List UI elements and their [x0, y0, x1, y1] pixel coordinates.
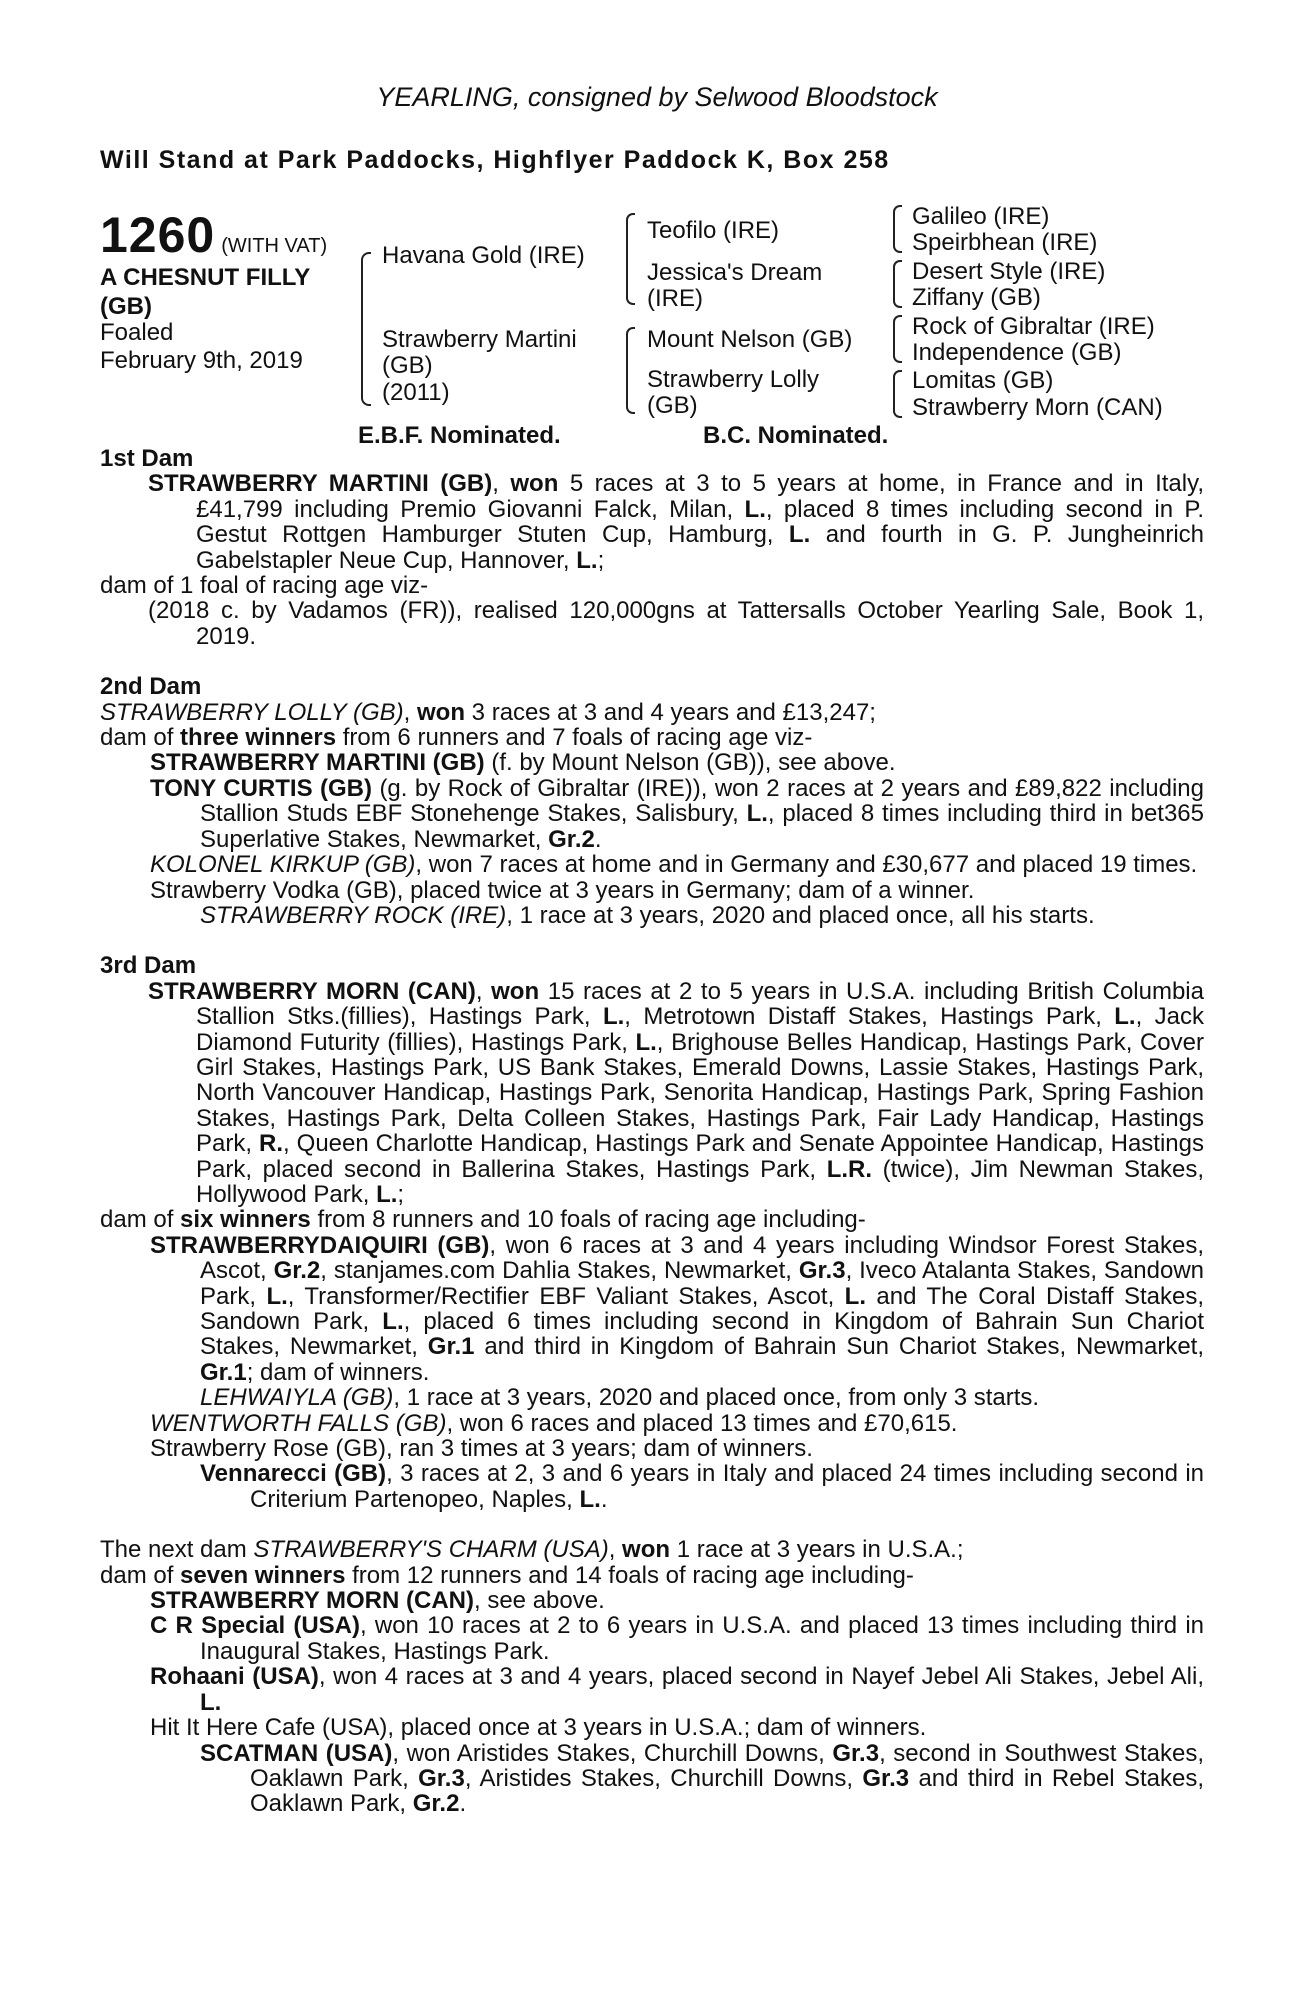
- listed-mark: L.: [576, 546, 598, 574]
- spacer: [100, 1512, 1204, 1537]
- group-mark: Gr.1: [427, 1333, 475, 1361]
- record-text: , won 7 races at home and in Germany and £30,677 and placed 19 times.: [415, 851, 1198, 879]
- progeny-name: Vennarecci (GB): [200, 1460, 387, 1488]
- won-label: won: [417, 698, 466, 726]
- sss: Galileo (IRE): [912, 203, 1050, 230]
- progeny-name: Rohaani (USA): [150, 1663, 319, 1691]
- winners-count: three winners: [180, 724, 337, 752]
- catalogue-body: [100, 446, 1204, 1817]
- listed-mark: L.: [579, 1485, 601, 1513]
- lot-number: 1260: [100, 207, 216, 263]
- listed-mark: L.: [744, 495, 766, 523]
- record-text: dam of: [100, 1561, 181, 1589]
- listed-mark: L.: [788, 521, 811, 549]
- record-text: (f. by Mount Nelson (GB)), see above.: [484, 749, 896, 777]
- progeny-name: STRAWBERRYDAIQUIRI (GB): [150, 1231, 490, 1259]
- record-text: , Iveco Atalanta Stakes, Sandown Park,: [200, 1257, 1205, 1310]
- horse-desc-line2: (GB): [100, 293, 152, 320]
- listed-mark: L.: [635, 1028, 657, 1056]
- bc-nominated: B.C. Nominated.: [703, 422, 889, 449]
- progeny-name: TONY CURTIS (GB): [150, 774, 372, 802]
- pedigree-brace-2b: [626, 327, 635, 414]
- group-mark: Gr.3: [832, 1739, 880, 1767]
- record-text: (twice), Jim Newman Stakes, Hollywood Park,: [196, 1155, 1204, 1208]
- consignment-line: YEARLING, consigned by Selwood Bloodstock: [376, 82, 938, 112]
- sire: Havana Gold (IRE): [382, 242, 585, 269]
- record-text: , placed 8 times including third in bet365 Superlative Stakes, Newmarket,: [200, 800, 1205, 853]
- progeny-entry: [100, 1233, 1204, 1385]
- lot-number-line: [100, 206, 327, 264]
- first-dam-heading: 1st Dam: [100, 445, 194, 472]
- group-mark: Gr.2: [412, 1790, 460, 1818]
- record-text: and The Coral Distaff Stakes, Sandown Park,: [200, 1282, 1204, 1335]
- record-text: .: [600, 1485, 608, 1513]
- group-mark: Gr.1: [200, 1358, 247, 1386]
- restricted-mark: R.: [259, 1130, 283, 1158]
- pedigree-brace-3c: [893, 315, 902, 363]
- listed-mark: L.: [266, 1282, 288, 1310]
- foaled-date: February 9th, 2019: [100, 347, 303, 374]
- ddd: Strawberry Morn (CAN): [912, 394, 1163, 421]
- record-text: , won 4 races at 3 and 4 years, placed second in Nayef Jebel Ali Stakes, Jebel Ali,: [318, 1663, 1205, 1691]
- won-label: won: [510, 470, 559, 498]
- record-text: , see above.: [474, 1587, 605, 1615]
- lot-vat: (WITH VAT): [221, 235, 328, 257]
- progeny-entry: Strawberry Vodka (GB), placed twice at 3 years in Germany; dam of a winner.: [150, 876, 975, 904]
- progeny-entry: [100, 1664, 1204, 1715]
- progeny-name: C R Special (USA): [150, 1612, 360, 1640]
- record-text: ;: [597, 546, 605, 574]
- record-text: .: [459, 1790, 467, 1818]
- sire-dam-line2: (IRE): [647, 285, 703, 312]
- progeny-entry: [100, 1411, 1204, 1436]
- group-mark: Gr.2: [273, 1257, 321, 1285]
- record-text: , 1 race at 3 years, 2020 and placed once, from only 3 starts.: [393, 1384, 1040, 1412]
- third-dam-record: STRAWBERRY MORN (CAN), won 15 races at 2 to 5 years in U.S.A. including British Columbia Stallion Stks.(fillies), Hastings Park, L., Metrotown Distaff Stakes, Hastings Park, L., Jack Diamond Futurity (fillies), Hastings Park, L., Brighouse Belles Handicap, Hastings Park, Cover Girl Stakes, Hastings Park, US Bank Stakes, Emerald Downs, Lassie Stakes, Hastings Park, North Vancouver Handicap, Hastings Park, Senorita Handicap, Hastings Park, Spring Fashion Stakes, Hastings Park, Delta Colleen Stakes, Hastings Park, Fair Lady Handicap, Hastings Park, R., Queen Charlotte Handicap, Hastings Park and Senate Appointee Handicap, Hastings Park, placed second in Ballerina Stakes, Hastings Park, L.R. (twice), Jim Newman Stakes, Hollywood Park, L.;: [148, 977, 1205, 1208]
- next-dam-dam-of: [100, 1563, 1204, 1588]
- record-text: , placed 8 times including second in P. Gestut Rottgen Hamburger Stuten Cup, Hamburg,: [196, 495, 1205, 549]
- group-mark: Gr.2: [548, 825, 595, 853]
- record-text: , won Aristides Stakes, Churchill Downs,: [392, 1739, 833, 1767]
- pedigree-brace-3d: [893, 370, 902, 418]
- next-dam-record: [100, 1537, 1204, 1562]
- progeny-entry: [100, 776, 1204, 852]
- dam-sire: Mount Nelson (GB): [647, 326, 853, 353]
- progeny-entry: [100, 750, 1204, 775]
- record-text: , stanjames.com Dahlia Stakes, Newmarket,: [320, 1257, 799, 1285]
- third-dam-heading: 3rd Dam: [100, 952, 197, 980]
- record-text: .: [594, 825, 602, 853]
- pedigree-brace-1: [361, 252, 371, 406]
- sds: Desert Style (IRE): [912, 258, 1106, 285]
- record-text: , Jack Diamond Futurity (fillies), Hastings Park,: [196, 1003, 1204, 1056]
- record-text: and third in Kingdom of Bahrain Sun Chariot Stakes, Newmarket,: [474, 1333, 1205, 1361]
- group-mark: Gr.3: [418, 1764, 465, 1792]
- pedigree-brace-2a: [626, 213, 635, 305]
- record-text: from 8 runners and 10 foals of racing age including-: [310, 1206, 866, 1234]
- record-text: , second in Southwest Stakes, Oaklawn Park,: [250, 1739, 1204, 1792]
- record-text: and fourth in G. P. Jungheinrich Gabelstapler Neue Cup, Hannover,: [196, 521, 1204, 574]
- spacer: [100, 928, 1204, 953]
- record-text: , 1 race at 3 years, 2020 and placed once, all his starts.: [506, 901, 1095, 929]
- record-text: ; dam of winners.: [246, 1358, 430, 1386]
- progeny-name: STRAWBERRY ROCK (IRE): [200, 901, 507, 929]
- dam-dam-line2: (GB): [647, 392, 698, 419]
- record-text: The next dam: [100, 1536, 254, 1564]
- third-dam-name: STRAWBERRY MORN (CAN): [148, 977, 476, 1005]
- dam-line3: (2011): [382, 379, 450, 406]
- record-text: , Brighouse Belles Handicap, Hastings Park, Cover Girl Stakes, Hastings Park, US Bank Stakes, Emerald Downs, Lassie Stakes, Hastings Park, North Vancouver Handicap, Hastings Park, Senorita Handicap, Hastings Park, Spring Fashion Stakes, Hastings Park, Delta Colleen Stakes, Hastings Park, Fair Lady Handicap, Hastings Park,: [196, 1028, 1204, 1158]
- pedigree-brace-3b: [893, 260, 902, 308]
- record-text: 15 races at 2 to 5 years in U.S.A. including British Columbia Stallion Stks.(fillies), Hastings Park,: [196, 977, 1204, 1031]
- listed-mark: L.: [844, 1282, 866, 1310]
- second-dam-heading: 2nd Dam: [100, 673, 202, 701]
- record-text: from 6 runners and 7 foals of racing age viz-: [336, 724, 813, 752]
- listed-mark: L.: [602, 1003, 625, 1031]
- next-dam-name: STRAWBERRY'S CHARM (USA): [253, 1536, 609, 1564]
- horse-description: [100, 263, 310, 321]
- horse-desc-line1: A CHESNUT FILLY: [100, 264, 311, 291]
- listed-mark: L.: [746, 800, 768, 828]
- listed-mark: L.: [200, 1688, 222, 1716]
- listed-restricted-mark: L.R.: [826, 1155, 873, 1183]
- dam-dam-line1: Strawberry Lolly: [647, 366, 820, 393]
- listed-mark: L.: [382, 1308, 404, 1335]
- progeny-entry: [100, 903, 1204, 928]
- record-text: from 12 runners and 14 foals of racing age including-: [345, 1561, 914, 1589]
- record-text: (g. by Rock of Gibraltar (IRE)), won 2 races at 2 years and £89,822 including Stallion Studs EBF Stonehenge Stakes, Salisbury,: [200, 774, 1204, 828]
- listed-mark: L.: [1114, 1003, 1136, 1031]
- foaled-label: Foaled: [100, 319, 174, 346]
- dsd: Independence (GB): [912, 339, 1122, 366]
- record-text: , Transformer/Rectifier EBF Valiant Stakes, Ascot,: [287, 1282, 845, 1310]
- record-text: , won 6 races and placed 13 times and £70,615.: [446, 1409, 958, 1437]
- first-dam-foal: (2018 c. by Vadamos (FR)), realised 120,000gns at Tattersalls October Yearling Sale, Book 1, 2019.: [148, 597, 1204, 650]
- progeny-entry: [100, 1461, 1204, 1512]
- sire-sire: Teofilo (IRE): [647, 217, 780, 244]
- record-text: , Queen Charlotte Handicap, Hastings Park and Senate Appointee Handicap, Hastings Park, placed second in Ballerina Stakes, Hastings Park,: [196, 1130, 1205, 1183]
- record-text: , won 10 races at 2 to 6 years in U.S.A. and placed 13 times including third in Inaugural Stakes, Hastings Park.: [200, 1612, 1204, 1665]
- dss: Rock of Gibraltar (IRE): [912, 313, 1155, 340]
- sire-dam-line1: Jessica's Dream: [647, 259, 823, 286]
- record-text: 5 races at 3 to 5 years at home, in France and in Italy, £41,799 including Premio Giovanni Falck, Milan,: [196, 470, 1205, 523]
- sdd: Ziffany (GB): [912, 284, 1041, 311]
- pedigree-brace-3a: [893, 205, 902, 253]
- ebf-nominated: E.B.F. Nominated.: [358, 422, 561, 449]
- winners-count: seven winners: [180, 1561, 346, 1589]
- record-text: and third in Rebel Stakes, Oaklawn Park,: [250, 1764, 1205, 1818]
- ssd: Speirbhean (IRE): [912, 229, 1098, 256]
- progeny-entry: [100, 1385, 1204, 1410]
- progeny-entry: Strawberry Rose (GB), ran 3 times at 3 years; dam of winners.: [150, 1435, 813, 1463]
- progeny-name: WENTWORTH FALLS (GB): [150, 1409, 447, 1437]
- progeny-entry: [100, 1613, 1204, 1664]
- won-label: won: [491, 977, 540, 1005]
- record-text: ;: [397, 1180, 405, 1208]
- first-dam-name: STRAWBERRY MARTINI (GB): [148, 470, 493, 498]
- record-text: , Metrotown Distaff Stakes, Hastings Park,: [624, 1003, 1115, 1031]
- dds: Lomitas (GB): [912, 367, 1054, 394]
- record-text: , Aristides Stakes, Churchill Downs,: [464, 1764, 863, 1792]
- record-text: , placed 6 times including second in Kingdom of Bahrain Sun Chariot Stakes, Newmarket,: [200, 1308, 1204, 1361]
- progeny-name: KOLONEL KIRKUP (GB): [150, 851, 416, 879]
- record-text: 1 race at 3 years in U.S.A.;: [670, 1536, 964, 1564]
- record-text: ,: [608, 1536, 623, 1564]
- record-text: dam of: [100, 1206, 181, 1234]
- stand-location: Will Stand at Park Paddocks, Highflyer Paddock K, Box 258: [100, 146, 890, 174]
- record-text: , 3 races at 2, 3 and 6 years in Italy and placed 24 times including second in Criterium Partenopeo, Naples,: [250, 1460, 1204, 1513]
- progeny-name: STRAWBERRY MARTINI (GB): [150, 749, 485, 777]
- progeny-entry: [100, 1588, 1204, 1613]
- won-label: won: [622, 1536, 671, 1564]
- spacer: [100, 649, 1204, 674]
- second-dam-record: STRAWBERRY LOLLY (GB), won 3 races at 3 and 4 years and £13,247;: [100, 698, 876, 726]
- dam-line1: Strawberry Martini: [382, 326, 577, 353]
- record-text: 3 races at 3 and 4 years and £13,247;: [465, 698, 876, 726]
- progeny-entry: [100, 1741, 1204, 1817]
- second-dam-name: STRAWBERRY LOLLY (GB): [100, 698, 404, 726]
- group-mark: Gr.3: [862, 1764, 910, 1792]
- foaled-info: [100, 319, 303, 375]
- progeny-entry: Hit It Here Cafe (USA), placed once at 3 years in U.S.A.; dam of winners.: [150, 1714, 927, 1742]
- progeny-entry: [100, 852, 1204, 877]
- record-text: dam of: [100, 724, 181, 752]
- group-mark: Gr.3: [798, 1257, 846, 1285]
- winners-count: six winners: [180, 1206, 311, 1234]
- progeny-name: LEHWAIYLA (GB): [200, 1384, 394, 1412]
- first-dam-record: STRAWBERRY MARTINI (GB), won 5 races at 3 to 5 years at home, in France and in Italy, £41,799 including Premio Giovanni Falck, Milan, L., placed 8 times including second in P. Gestut Rottgen Hamburger Stuten Cup, Hamburg, L. and fourth in G. P. Jungheinrich Gabelstapler Neue Cup, Hannover, L.;: [148, 470, 1205, 574]
- listed-mark: L.: [376, 1180, 398, 1208]
- progeny-name: SCATMAN (USA): [200, 1739, 393, 1767]
- record-text: , won 6 races at 3 and 4 years including Windsor Forest Stakes, Ascot,: [200, 1231, 1204, 1285]
- dam-line2: (GB): [382, 352, 433, 379]
- progeny-name: STRAWBERRY MORN (CAN): [150, 1587, 474, 1615]
- second-dam-dam-of: [100, 725, 1204, 750]
- third-dam-dam-of: [100, 1207, 1204, 1232]
- first-dam-dam-of: dam of 1 foal of racing age viz-: [100, 572, 429, 600]
